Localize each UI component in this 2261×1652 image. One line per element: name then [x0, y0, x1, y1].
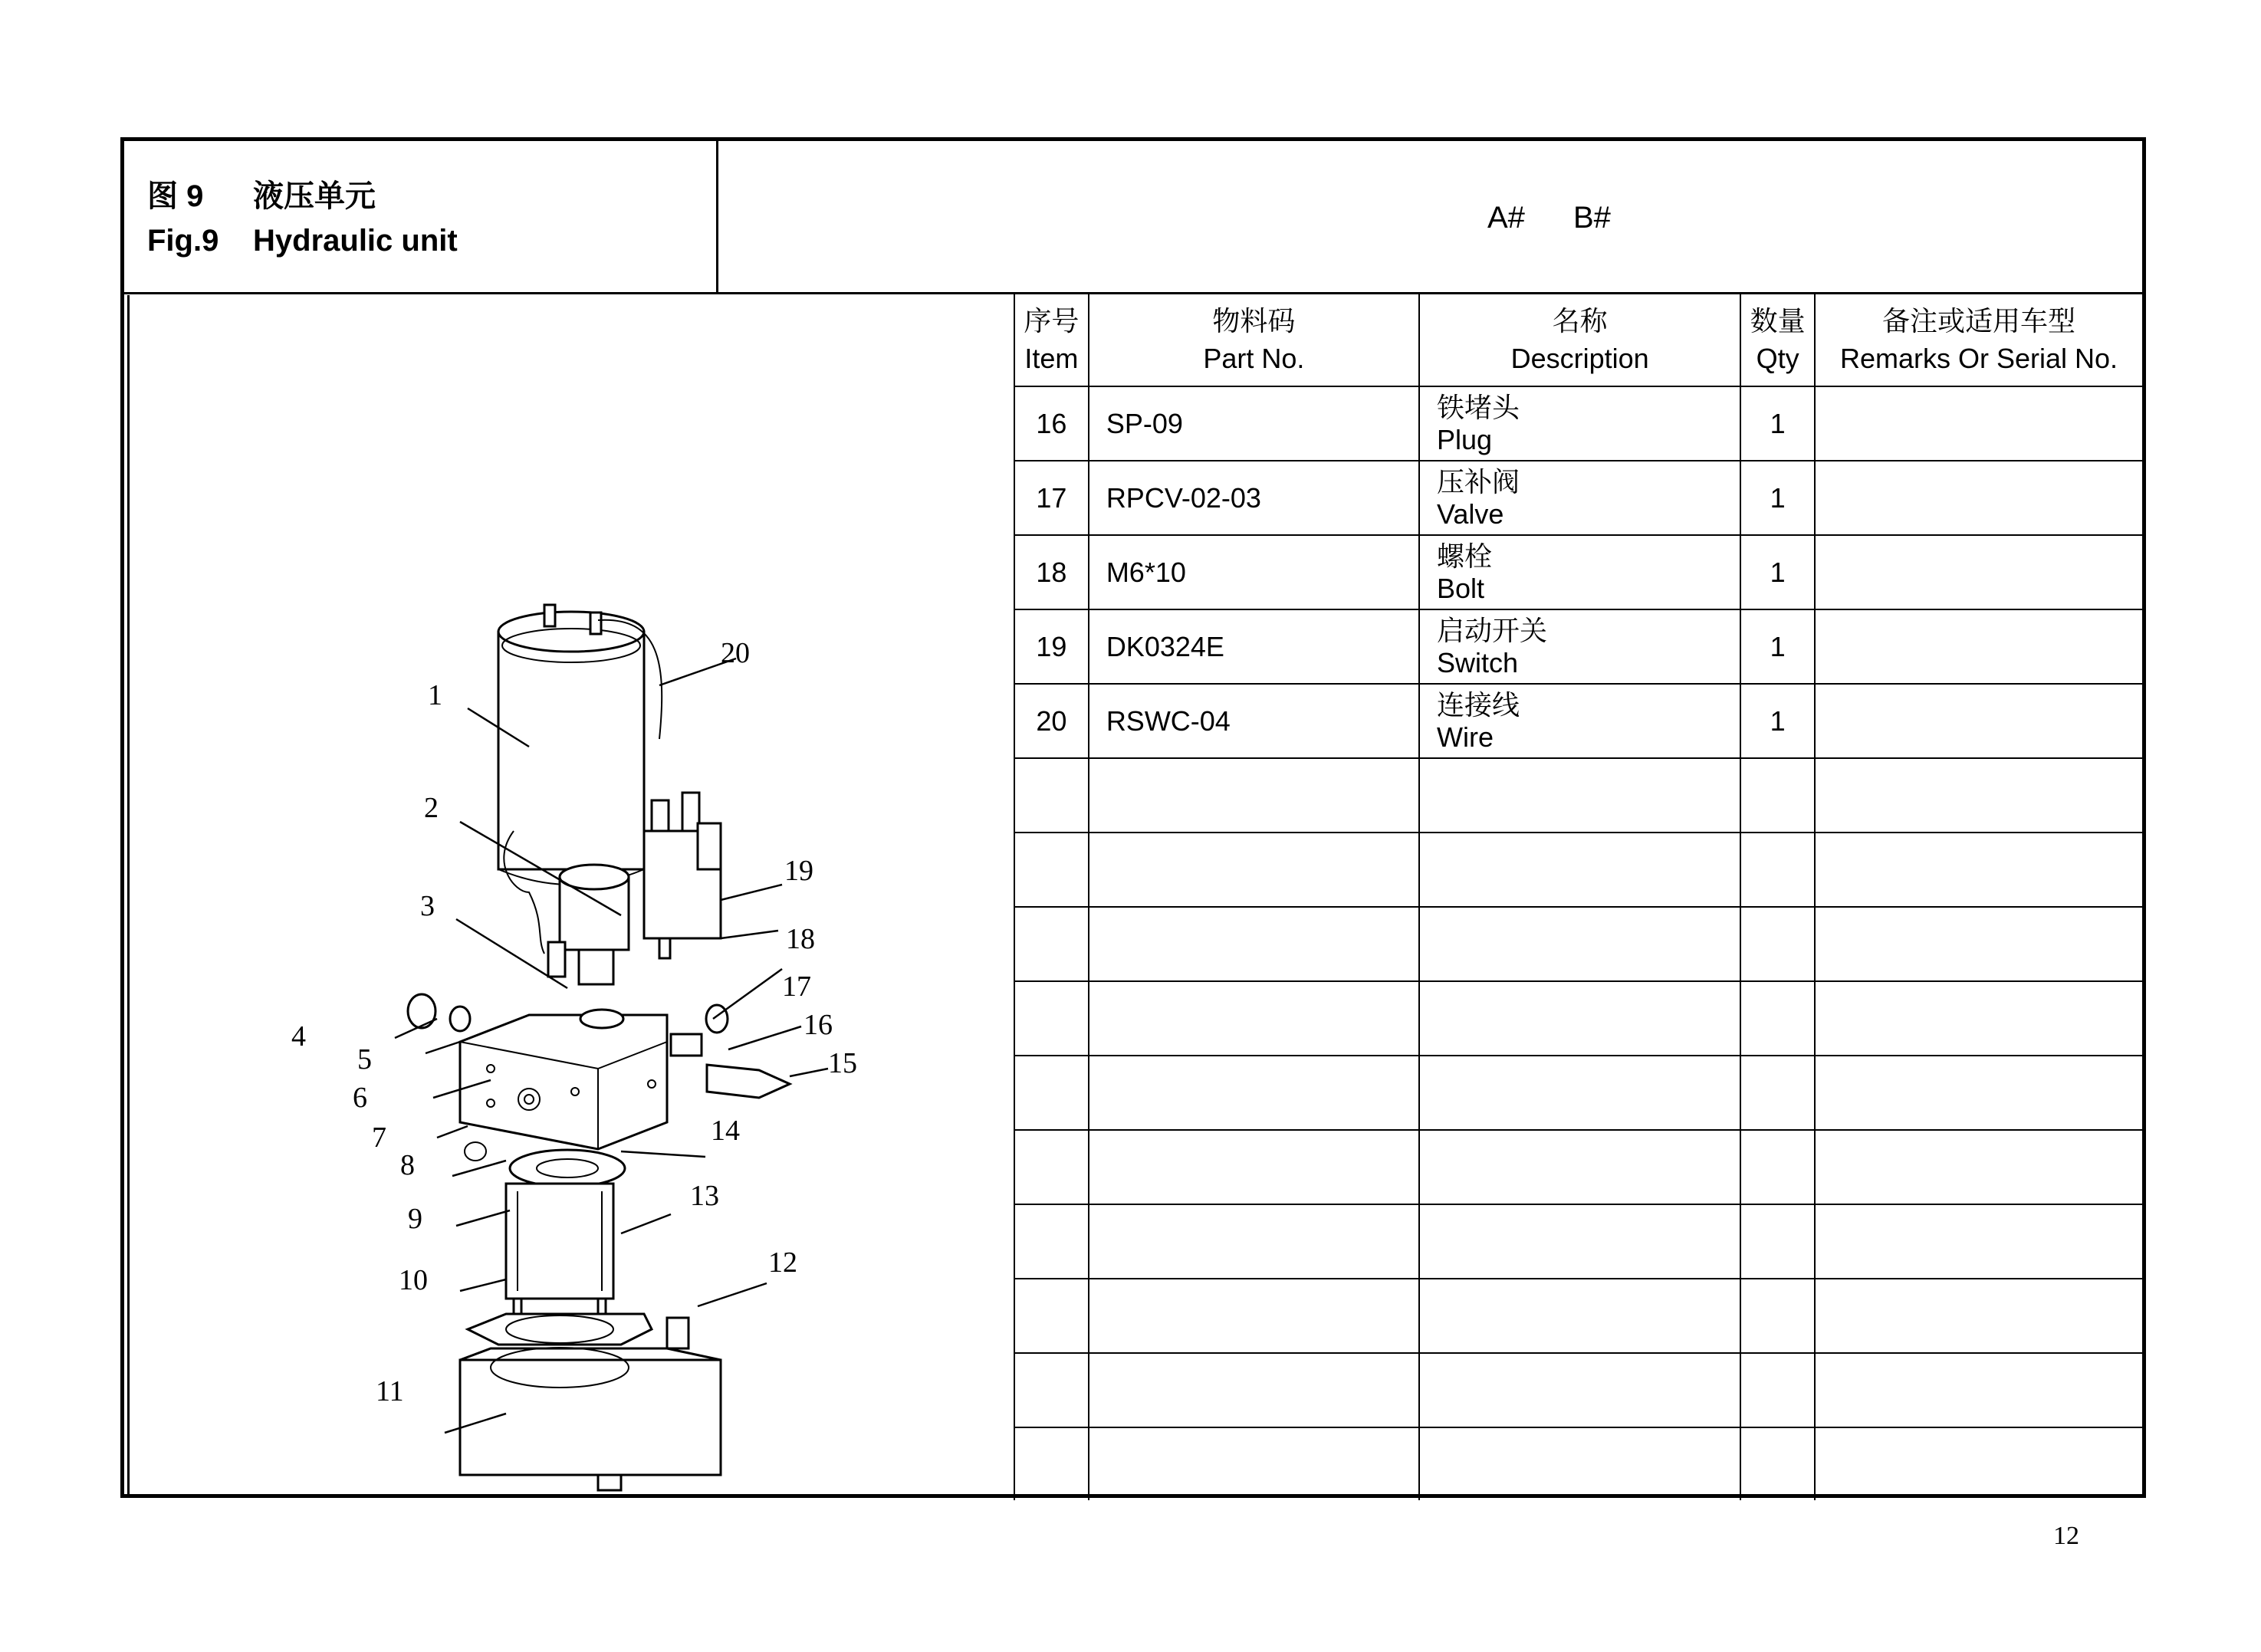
flange-10-part — [468, 1314, 652, 1345]
exploded-view-drawing — [130, 294, 1017, 1494]
figure-number-cn: 图 9 — [147, 179, 204, 213]
callout-18: 18 — [786, 923, 815, 955]
row-description: 启动开关 Switch — [1419, 609, 1740, 684]
parts-sheet — [120, 137, 2146, 1498]
column-header-qty: 数量 Qty — [1740, 294, 1815, 386]
callout-13: 13 — [690, 1180, 719, 1212]
callout-15: 15 — [828, 1047, 857, 1079]
callout-12: 12 — [768, 1246, 797, 1279]
table-row — [1014, 609, 2142, 684]
model-a-label: A# — [1487, 201, 1525, 235]
start-switch-part — [644, 793, 721, 958]
plug-5-part — [450, 1007, 470, 1031]
row-remarks — [1815, 461, 2142, 535]
table-row — [1014, 684, 2142, 758]
callout-20: 20 — [721, 637, 750, 669]
valve-17-part — [671, 1034, 702, 1056]
callout-4: 4 — [291, 1020, 306, 1053]
table-row-empty — [1014, 1204, 2142, 1279]
table-row-empty — [1014, 758, 2142, 833]
table-row-empty — [1014, 981, 2142, 1056]
column-header-part-no: 物料码 Part No. — [1089, 294, 1419, 386]
figure-name-en: Hydraulic unit — [253, 224, 458, 258]
row-item: 16 — [1014, 386, 1089, 461]
row-item: 17 — [1014, 461, 1089, 535]
figure-title-en — [147, 224, 458, 258]
row-part-no: DK0324E — [1089, 609, 1419, 684]
row-remarks — [1815, 684, 2142, 758]
callout-8: 8 — [400, 1149, 415, 1181]
row-part-no: RPCV-02-03 — [1089, 461, 1419, 535]
row-description: 铁堵头 Plug — [1419, 386, 1740, 461]
row-remarks — [1815, 386, 2142, 461]
figure-title-cell — [124, 141, 718, 292]
row-description: 连接线 Wire — [1419, 684, 1740, 758]
callout-2: 2 — [424, 792, 439, 824]
callout-9: 9 — [408, 1203, 422, 1235]
table-row-empty — [1014, 1056, 2142, 1130]
table-row — [1014, 461, 2142, 535]
column-header-item: 序号 Item — [1014, 294, 1089, 386]
callout-6: 6 — [353, 1082, 367, 1114]
table-row-empty — [1014, 1427, 2142, 1500]
manifold-block-part — [460, 1010, 667, 1149]
table-row-empty — [1014, 833, 2142, 907]
figure-number-en: Fig.9 — [147, 224, 219, 258]
figure-name-cn: 液压单元 — [253, 179, 376, 213]
gasket-14-part — [510, 1150, 625, 1187]
valve-15-part — [707, 1065, 790, 1098]
table-row-empty — [1014, 907, 2142, 981]
table-row — [1014, 386, 2142, 461]
row-qty: 1 — [1740, 461, 1815, 535]
row-part-no: SP-09 — [1089, 386, 1419, 461]
row-remarks — [1815, 609, 2142, 684]
pump-part — [506, 1184, 613, 1329]
parts-table-header — [1014, 294, 2142, 386]
tank-11-part — [460, 1348, 721, 1490]
breather-12-part — [667, 1318, 688, 1348]
row-item: 20 — [1014, 684, 1089, 758]
row-item: 18 — [1014, 535, 1089, 609]
callout-11: 11 — [376, 1375, 404, 1407]
sheet-header — [124, 141, 2142, 294]
plug-16-part — [706, 1005, 728, 1033]
row-description: 螺栓 Bolt — [1419, 535, 1740, 609]
row-qty: 1 — [1740, 609, 1815, 684]
row-part-no: RSWC-04 — [1089, 684, 1419, 758]
row-description: 压补阀 Valve — [1419, 461, 1740, 535]
column-header-remarks: 备注或适用车型 Remarks Or Serial No. — [1815, 294, 2142, 386]
callout-16: 16 — [804, 1009, 833, 1041]
callout-10: 10 — [399, 1264, 428, 1296]
row-item: 19 — [1014, 609, 1089, 684]
table-row-empty — [1014, 1353, 2142, 1427]
table-row-empty — [1014, 1130, 2142, 1204]
callout-1: 1 — [428, 679, 442, 711]
callout-14: 14 — [711, 1115, 740, 1147]
callout-7: 7 — [372, 1122, 386, 1154]
solenoid-part — [548, 865, 629, 984]
row-remarks — [1815, 535, 2142, 609]
callout-3: 3 — [420, 890, 435, 922]
callout-19: 19 — [784, 855, 813, 887]
model-cell — [718, 141, 2142, 292]
figure-title-cn — [147, 172, 376, 215]
page-number: 12 — [2053, 1522, 2079, 1550]
row-part-no: M6*10 — [1089, 535, 1419, 609]
row-qty: 1 — [1740, 684, 1815, 758]
column-header-description: 名称 Description — [1419, 294, 1740, 386]
callout-17: 17 — [782, 971, 811, 1003]
model-b-label: B# — [1573, 201, 1611, 235]
row-qty: 1 — [1740, 386, 1815, 461]
row-qty: 1 — [1740, 535, 1815, 609]
o-ring-7-part — [465, 1142, 486, 1161]
plug-4-part — [408, 994, 435, 1028]
table-row-empty — [1014, 1279, 2142, 1353]
table-row — [1014, 535, 2142, 609]
callout-5: 5 — [357, 1043, 372, 1076]
parts-table — [1014, 294, 2142, 1500]
